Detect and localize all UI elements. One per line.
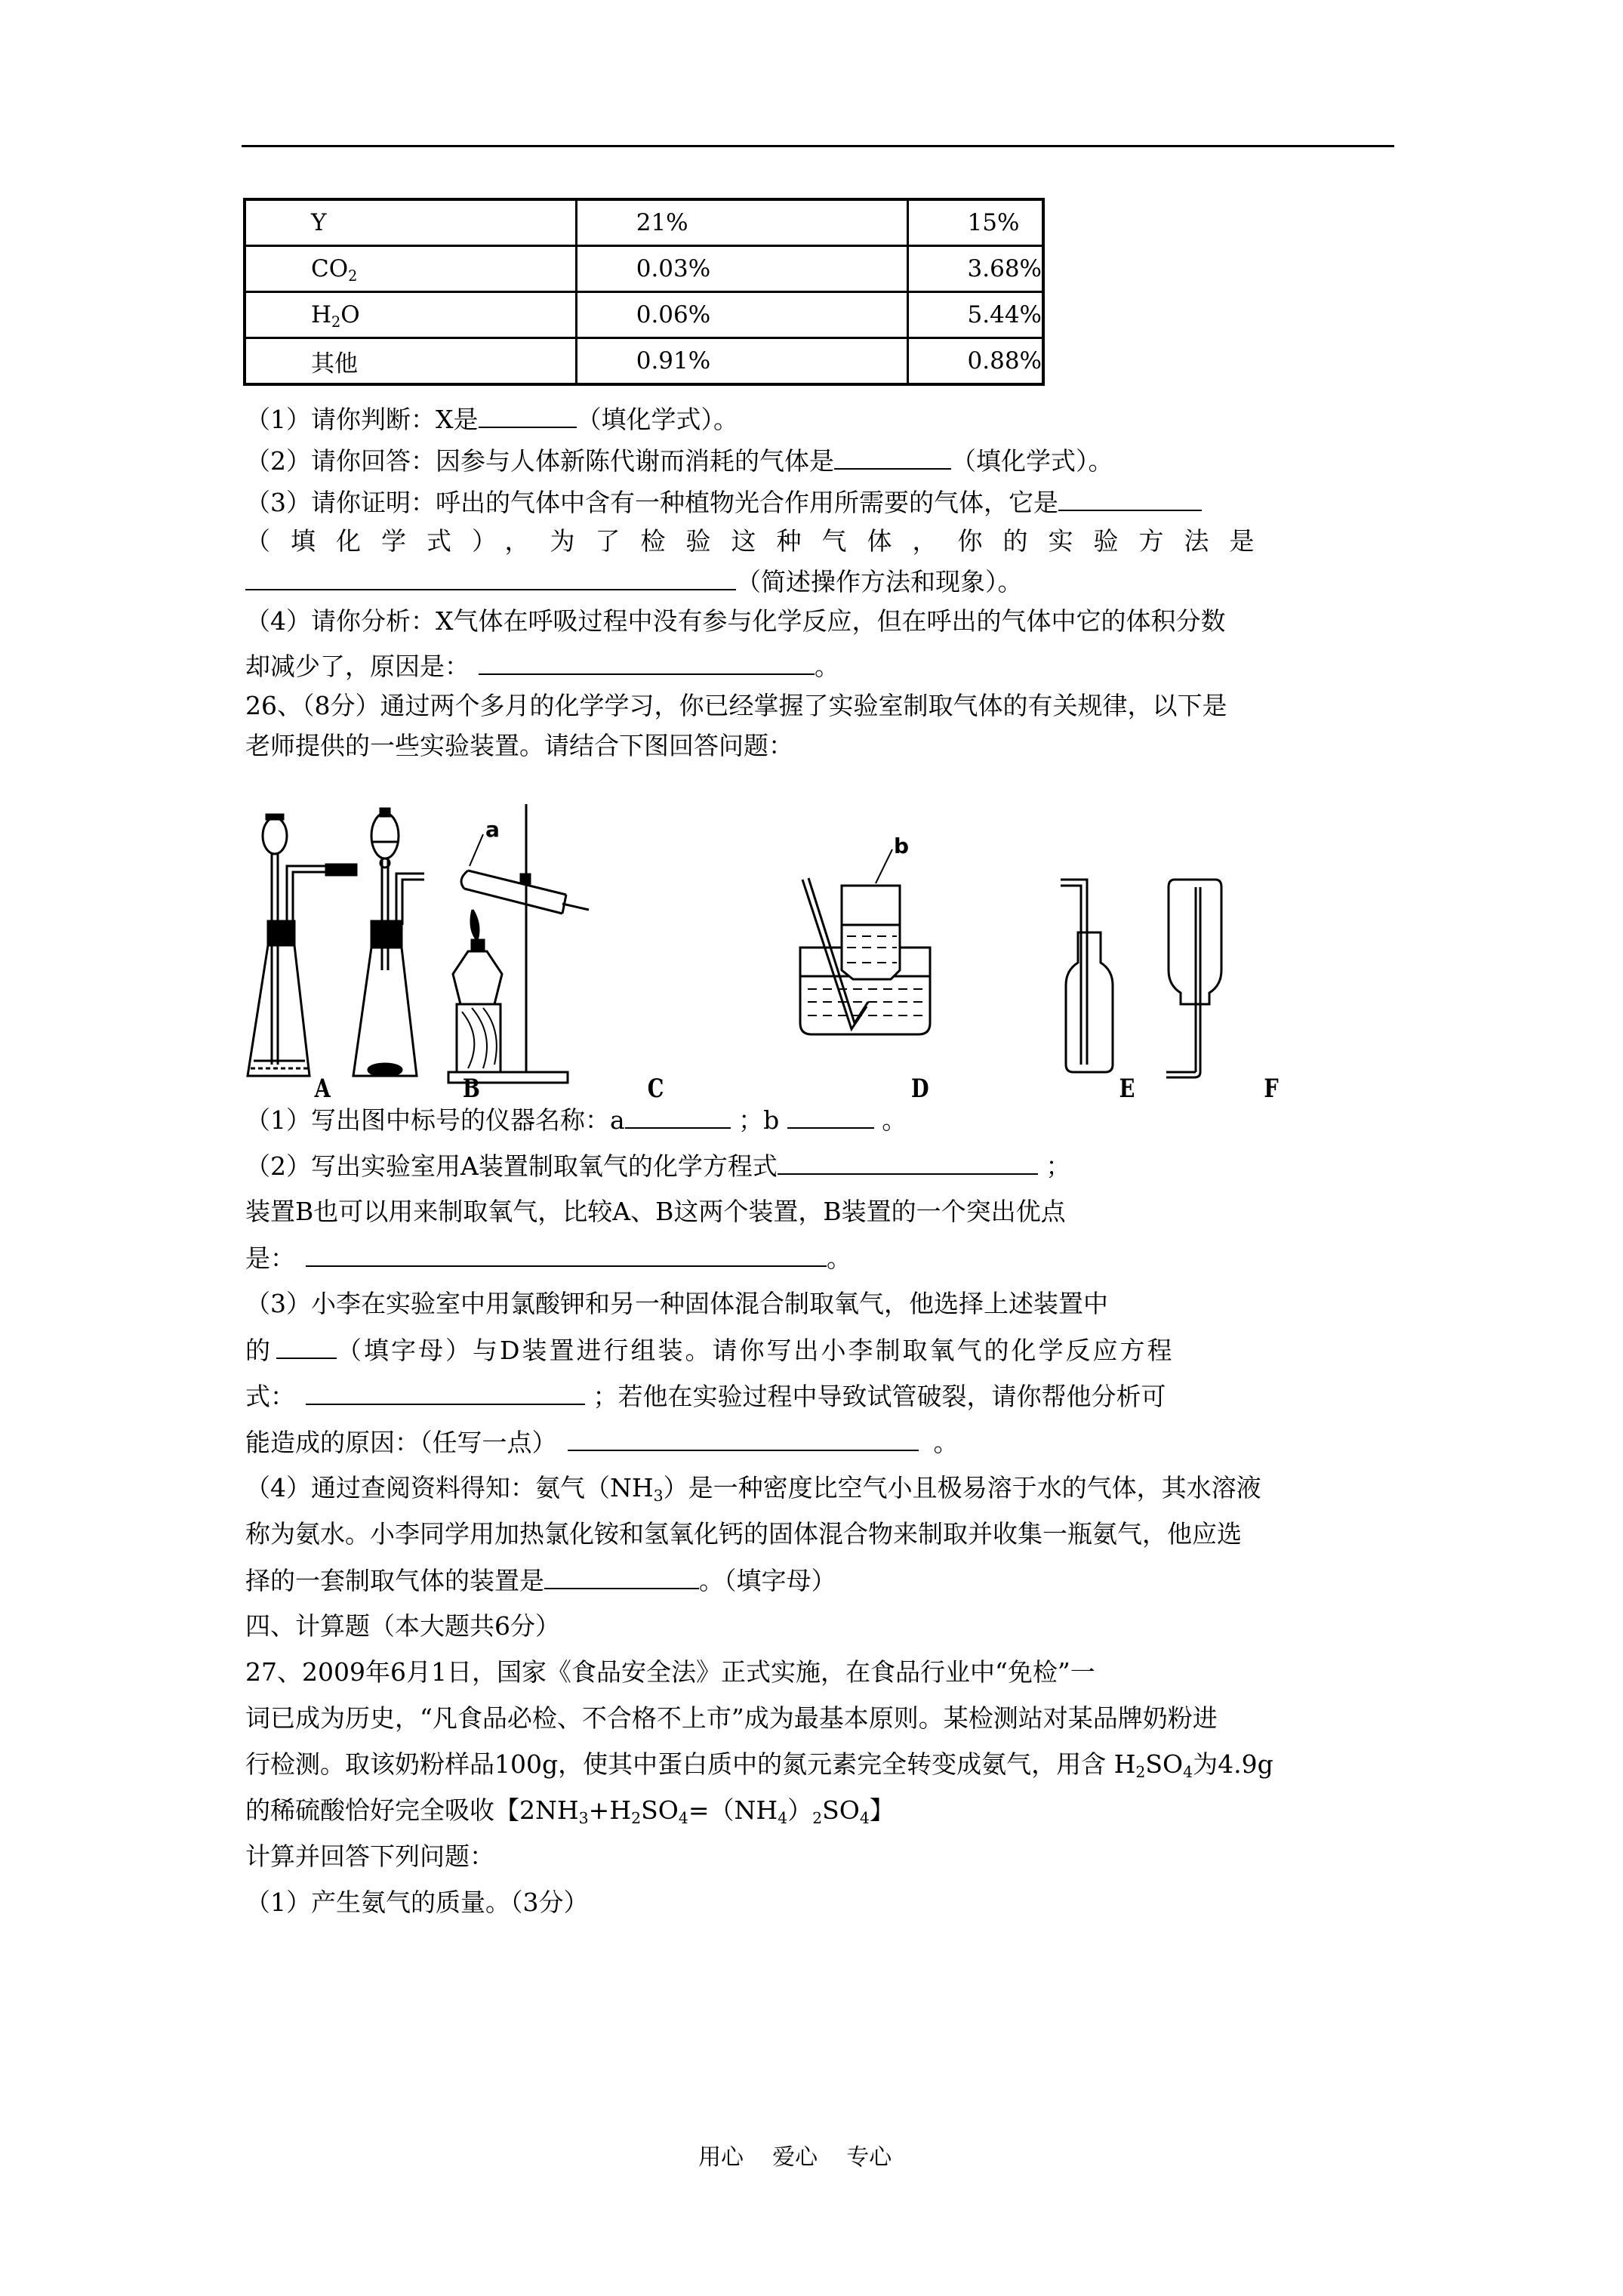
gas-name-cell: Y [245, 199, 576, 246]
q26-part3-line2 [245, 1335, 1378, 1365]
q25-part3 [245, 487, 1378, 517]
exhaled-cell: 5.44% [907, 292, 1043, 338]
q25-part2 [245, 445, 1378, 476]
answer-blank[interactable] [306, 1381, 585, 1405]
q26-p1-text: （1）写出图中标号的仪器名称：a [245, 1105, 625, 1135]
section-title: 四、计算题（本大题共6分） [245, 1611, 560, 1641]
answer-blank[interactable] [778, 1151, 1038, 1175]
subscript: 4 [1183, 1763, 1193, 1782]
q26-intro-line1: 26、（8分）通过两个多月的化学学习，你已经掌握了实验室制取气体的有关规律，以下是 [245, 691, 1227, 720]
subscript: 3 [653, 1487, 664, 1505]
q25-part3-line2: （填化学式），为了检验这种气体，你的实验方法是 [245, 526, 1275, 556]
q25-p4-end: 。 [815, 652, 839, 681]
table-row [245, 199, 1043, 246]
gas-composition-table [243, 198, 1045, 386]
q27-line4 [245, 1795, 1378, 1826]
answer-blank[interactable] [834, 445, 951, 470]
figure-label-a: A [314, 1074, 331, 1104]
q25-part4-line2 [245, 651, 1378, 681]
apparatus-b [353, 809, 424, 1076]
q27-line4-text: 的稀硫酸恰好完全吸收【2NH [245, 1795, 579, 1825]
inhaled-cell: 0.91% [576, 338, 907, 385]
answer-blank[interactable] [479, 651, 815, 675]
formula-part: ） [787, 1795, 813, 1825]
answer-blank[interactable] [568, 1427, 919, 1451]
q25-p3-hint: （简述操作方法和现象）。 [736, 567, 1023, 596]
q26-part3: （3）小李在实验室中用氯酸钾和另一种固体混合制取氧气，他选择上述装置中 [245, 1289, 1108, 1318]
subscript: 4 [678, 1809, 688, 1828]
q26-part3-line4 [245, 1427, 1378, 1457]
q26-p4-text: （4）通过查阅资料得知：氨气（NH [245, 1473, 654, 1502]
inhaled-cell: 0.06% [576, 292, 907, 338]
q26-p3-line2-text: 的 [245, 1336, 270, 1365]
apparatus-f [1166, 880, 1221, 1077]
table-row [245, 338, 1043, 385]
page-footer: 用心 爱心 专心 [698, 2144, 892, 2171]
q26-intro-line2: 老师提供的一些实验装置。请结合下图回答问题： [245, 731, 793, 760]
q27-line3-rest: 为4.9g [1193, 1749, 1273, 1779]
table-row [245, 292, 1043, 338]
formula-part: SO [641, 1795, 679, 1825]
q26-p1-b-label: ；b [738, 1105, 780, 1135]
subscript: 2 [812, 1809, 823, 1828]
q27-line2: 词已成为历史，“凡食品必检、不合格不上市”成为最基本原则。某检测站对某品牌奶粉进 [245, 1703, 1218, 1733]
apparatus-c [448, 804, 589, 1083]
figure-label-b: B [462, 1074, 480, 1104]
q25-part1 [245, 404, 1378, 434]
q27-part1: （1）产生氨气的质量。（3分） [245, 1888, 589, 1917]
subscript: 4 [859, 1809, 870, 1828]
q26-p1-end: 。 [882, 1105, 907, 1135]
exhaled-cell: 3.68% [907, 246, 1043, 292]
q26-part4-line3 [245, 1565, 1378, 1595]
figure-label-c: C [647, 1074, 664, 1104]
q26-p3-line4-end: 。 [933, 1428, 959, 1457]
q25-p2-text: （2）请你回答：因参与人体新陈代谢而消耗的气体是 [245, 446, 834, 476]
q26-p4-line3-end: 。（填字母） [699, 1566, 836, 1595]
answer-blank-b[interactable] [787, 1105, 874, 1129]
exhaled-cell: 0.88% [907, 338, 1043, 385]
q26-part1 [245, 1105, 1378, 1135]
table-row [245, 246, 1043, 292]
gas-name-cell: $CO_2$ [245, 246, 576, 292]
q26-part2 [245, 1151, 1378, 1181]
formula-part: SO [822, 1795, 860, 1825]
q26-part3-line3 [245, 1381, 1378, 1411]
q25-p1-hint: （填化学式）。 [576, 405, 738, 434]
q27-instruction: 计算并回答下列问题： [245, 1841, 494, 1871]
answer-blank[interactable] [245, 566, 736, 590]
q26-part4-line2: 称为氨水。小李同学用加热氯化铵和氢氧化钙的固体混合物来制取并收集一瓶氨气，他应选 [245, 1519, 1242, 1549]
q27-line1: 27、2009年6月1日，国家《食品安全法》正式实施，在食品行业中“免检”一 [245, 1657, 1095, 1687]
formula-end: 】 [869, 1795, 895, 1825]
subscript: 3 [578, 1809, 589, 1828]
answer-blank[interactable] [544, 1565, 699, 1589]
exhaled-cell: 15% [907, 199, 1043, 246]
q26-p3-line4-text: 能造成的原因：（任写一点） [245, 1428, 557, 1457]
apparatus-e [1061, 880, 1113, 1072]
q26-p3-line2-rest: （填字母）与D装置进行组装。请你写出小李制取氧气的化学反应方程 [337, 1336, 1175, 1365]
q26-p2-line3-text: 是： [245, 1244, 295, 1273]
q26-part2-line2: 装置B也可以用来制取氧气，比较A、B这两个装置，B装置的一个突出优点 [245, 1197, 1066, 1226]
apparatus-d [800, 834, 930, 1034]
callout-a: a [485, 817, 500, 842]
inhaled-cell: 21% [576, 199, 907, 246]
subscript: 2 [631, 1809, 642, 1828]
formula-part: SO [1145, 1749, 1184, 1779]
subscript: 2 [1135, 1763, 1146, 1782]
q25-p2-hint: （填化学式）。 [951, 446, 1113, 476]
q27-line3-text: 行检测。取该奶粉样品100g，使其中蛋白质中的氮元素完全转变成氨气，用含 H [245, 1749, 1136, 1779]
answer-blank[interactable] [276, 1335, 337, 1359]
header-rule [242, 145, 1394, 147]
q25-p3-text: （3）请你证明：呼出的气体中含有一种植物光合作用所需要的气体，它是 [245, 488, 1058, 517]
callout-b: b [894, 834, 910, 858]
q25-p4-text: 却减少了，原因是： [245, 652, 470, 681]
figure-label-e: E [1119, 1074, 1135, 1104]
q26-p4-line3-text: 择的一套制取气体的装置是 [245, 1566, 544, 1595]
q26-part4 [245, 1473, 1378, 1503]
q26-p3-line3-text: 式： [245, 1382, 295, 1411]
gas-name-cell: $H_2O$ [245, 292, 576, 338]
answer-blank[interactable] [479, 404, 577, 428]
lab-apparatus-figure [242, 804, 1389, 1106]
figure-label-d: D [910, 1074, 929, 1104]
q26-part2-line3 [245, 1243, 1378, 1273]
q25-part3-line3 [245, 566, 1378, 596]
subscript: 4 [778, 1809, 788, 1828]
q25-p1-text: （1）请你判断：X是 [245, 405, 479, 434]
figure-label-f: F [1264, 1074, 1279, 1104]
q26-p4-rest: ）是一种密度比空气小且极易溶于水的气体，其水溶液 [663, 1473, 1261, 1502]
q26-p2-text: （2）写出实验室用A装置制取氧气的化学方程式 [245, 1151, 778, 1181]
answer-blank[interactable] [1058, 487, 1202, 511]
gas-name-cell: 其他 [245, 338, 576, 385]
q26-p2-line3-end: 。 [827, 1244, 852, 1273]
apparatus-a [248, 815, 356, 1076]
answer-blank[interactable] [306, 1243, 827, 1267]
q26-p3-line3-rest: ；若他在实验过程中导致试管破裂，请你帮他分析可 [593, 1382, 1166, 1411]
q25-part4: （4）请你分析：X气体在呼吸过程中没有参与化学反应，但在呼出的气体中它的体积分数 [245, 606, 1226, 636]
q27-line3 [245, 1749, 1378, 1780]
formula-part: +H [588, 1795, 632, 1825]
answer-blank-a[interactable] [625, 1105, 731, 1129]
formula-part: =（NH [688, 1795, 778, 1825]
inhaled-cell: 0.03% [576, 246, 907, 292]
q26-p2-end: ； [1046, 1151, 1071, 1181]
